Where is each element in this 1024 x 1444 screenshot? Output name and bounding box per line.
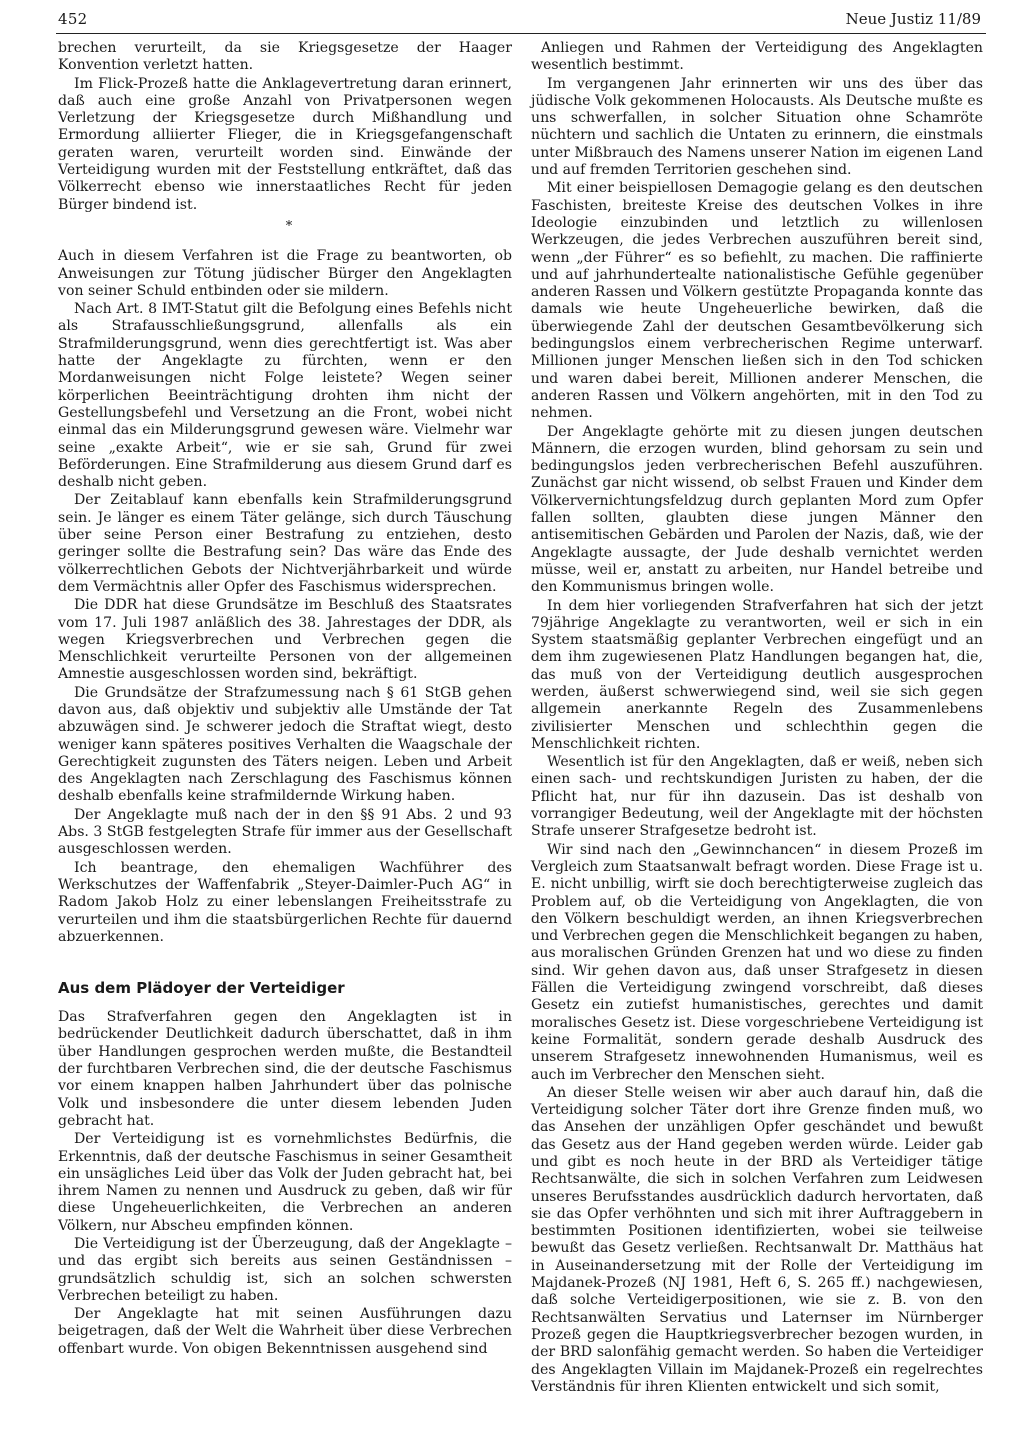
- paragraph: Mit einer beispiellosen Demagogie gelang es den deutschen Faschisten, breiteste Kreise des deutschen Volkes in ihre Ideologie einzubinden und letztlich zu willenlosen Werkzeugen, die jedes Verbrechen auszuführen bereit sind, wenn „der Führer“ es so befiehlt, zu machen. Die raffinierte und auf jahrhundertealte nationalistische Gefühle gegenüber anderen Rassen und Völkern gestützte Propaganda konnte das damals wie heute Ungeheuerliche bewirken, daß die überwiegende Zahl der deutschen Gesamtbevölkerung sich bedingungslos einem verbrecherischen Regime unterwarf. Millionen junger Menschen ließen sich in den Tod schicken und waren dabei bereit, Millionen anderer Menschen, die anderen Rassen und Völkern angehörten, mit in den Tod zu nehmen.: [531, 180, 983, 422]
- paragraph: Wesentlich ist für den Angeklagten, daß er weiß, neben sich einen sach- und rechtskundigen Juristen zu haben, der die Pflicht hat, nur für ihn dazusein. Das ist deshalb von vorrangiger Bedeutung, weil der Angeklagte mit der höchsten Strafe unserer Strafgesetze bedroht ist.: [531, 754, 983, 840]
- paragraph: An dieser Stelle weisen wir aber auch darauf hin, daß die Verteidigung solcher Täter dort ihre Grenze finden muß, wo das Ansehen der unzähligen Opfer geschändet und bewußt das Gesetz aus der Hand gegeben werden würde. Leider gab und gibt es noch heute in der BRD als Verteidiger tätige Rechtsanwälte, die sich in solchen Verfahren zum Leidwesen unseres Berufsstandes ausdrücklich dadurch hervortaten, daß sie das Opfer verhöhnten und sich mit ihrer Auftraggebern in bestimmten Positionen identifizierten, wobei sie teilweise bewußt das Gesetz verließen. Rechtsanwalt Dr. Matthäus hat in Auseinandersetzung mit der Rolle der Verteidigung im Majdanek-Prozeß (NJ 1981, Heft 6, S. 265 ff.) nachgewiesen, daß solche Verteidigerpositionen, wie sie z. B. von den Rechtsanwälten Servatius und Laternser im Nürnberger Prozeß gegen die Hauptkriegsverbrecher bezogen wurden, in der BRD salonfähig gemacht werden. So haben die Verteidiger des Angeklagten Villain im Majdanek-Prozeß ein regelrechtes Verständnis für ihren Klienten entwickelt und sich somit,: [531, 1084, 983, 1395]
- paragraph: Der Angeklagte muß nach der in den §§ 91 Abs. 2 und 93 Abs. 3 StGB festgelegten Strafe für immer aus der Gesellschaft ausgeschlossen werden.: [58, 806, 512, 858]
- paragraph: Auch in diesem Verfahren ist die Frage zu beantworten, ob Anweisungen zur Tötung jüdischer Bürger den Angeklagten von seiner Schuld entbinden oder sie mildern.: [58, 248, 512, 299]
- paragraph: Der Verteidigung ist es vornehmlichstes Bedürfnis, die Erkenntnis, daß der deutsche Faschismus in seiner Gesamtheit ein unsägliches Leid über das Volk der Juden gebracht hat, bei ihrem Namen zu nennen und Ausdruck zu geben, daß wir für diese Ungeheuerlichkeiten, die Verbrechen an anderen Völkern, nur Abscheu empfinden können.: [58, 1131, 512, 1234]
- paragraph: Das Strafverfahren gegen den Angeklagten ist in bedrückender Deutlichkeit dadurch überschattet, daß in ihm über Handlungen gesprochen werden mußte, die Bestandteil der furchtbaren Verbrechen sind, die der deutsche Faschismus vor einem knappen halben Jahrhundert über das polnische Volk und insbesondere die unter diesem lebenden Juden gebracht hat.: [58, 1009, 512, 1129]
- paragraph: Im Flick-Prozeß hatte die Anklagevertretung daran erinnert, daß auch eine große Anzahl von Privatpersonen wegen Verletzung der Kriegsgesetze durch Mißhandlung und Ermordung alliierter Flieger, die in Kriegsgefangenschaft geraten waren, verurteilt worden sind. Einwände der Verteidigung wurden mit der Feststellung entkräftet, daß das Völkerrecht ebenso wie innerstaatliches Recht für jeden Bürger bindend ist.: [58, 75, 512, 213]
- paragraph: Die Verteidigung ist der Überzeugung, daß der Angeklagte – und das ergibt sich bereits aus seinen Geständnissen – grundsätzlich schuldig ist, sich an solchen schwersten Verbrechen beteiligt zu haben.: [58, 1236, 512, 1304]
- journal-title: Neue Justiz 11/89: [845, 10, 981, 28]
- paragraph: Der Angeklagte gehörte mit zu diesen jungen deutschen Männern, die erzogen wurden, blind gehorsam zu sein und bedingungslos jeden verbrecherischen Befehl auszuführen. Zunächst gar nicht wissend, ob selbst Frauen und Kinder dem Völkervernichtungsfeldzug durch geplanten Mord zum Opfer fallen sollten, glaubten diese jungen Männer den antisemitischen Gebärden und Parolen der Nazis, daß, wie der Angeklagte aussagte, der Jude deshalb vernichtet werden müsse, weil er, anstatt zu arbeiten, nur Handel betreibe und den Kommunismus bringen wolle.: [531, 423, 983, 596]
- left-column: [58, 40, 512, 1359]
- page-number: 452: [58, 10, 88, 28]
- paragraph: brechen verurteilt, da sie Kriegsgesetze der Haager Konvention verletzt hatten.: [58, 40, 512, 74]
- paragraph: Der Angeklagte hat mit seinen Ausführungen dazu beigetragen, daß der Welt die Wahrheit über diese Verbrechen offenbart wurde. Von obigen Bekenntnissen ausgehend sind: [58, 1306, 512, 1357]
- paragraph: Anliegen und Rahmen der Verteidigung des Angeklagten wesentlich bestimmt.: [531, 40, 983, 74]
- section-separator: *: [285, 218, 293, 234]
- paragraph: Im vergangenen Jahr erinnerten wir uns des über das jüdische Volk gekommenen Holocausts. Als Deutsche mußte es uns schwerfallen, in solcher Situation ohne Schamröte nüchtern und sachlich die Untaten zu erinnern, die einstmals unter Mißbrauch des Namens unserer Nation im eigenen Land und auf fremden Territorien geschehen sind.: [531, 75, 983, 179]
- paragraph: Ich beantrage, den ehemaligen Wachführer des Werkschutzes der Waffenfabrik „Steyer-Daimler-Puch AG“ in Radom Jakob Holz zu einer lebenslangen Freiheitsstrafe zu verurteilen und ihm die staatsbürgerlichen Rechte für dauernd abzuerkennen.: [58, 859, 512, 945]
- paragraph: Die DDR hat diese Grundsätze im Beschluß des Staatsrates vom 17. Juli 1987 anläßlich des 38. Jahrestages der DDR, als wegen Kriegsverbrechen und Verbrechen gegen die Menschlichkeit verurteilte Personen von der allgemeinen Amnestie ausgeschlossen worden sind, bekräftigt.: [58, 597, 512, 683]
- paragraph: Die Grundsätze der Strafzumessung nach § 61 StGB gehen davon aus, daß objektiv und subjektiv alle Umstände der Tat abzuwägen sind. Je schwerer jedoch die Straftat wiegt, desto weniger kann späteres positives Verhalten die Waagschale der Gerechtigkeit zugunsten des Täters neigen. Leben und Arbeit des Angeklagten nach Zerschlagung des Faschismus können deshalb ebenfalls keine strafmildernde Wirkung haben.: [58, 684, 512, 805]
- header-rule: [56, 33, 986, 34]
- paragraph: Wir sind nach den „Gewinnchancen“ in diesem Prozeß im Vergleich zum Staatsanwalt befragt worden. Diese Frage ist u. E. nicht unbillig, wirft sie doch berechtigterweise zugleich das Problem auf, ob die Verteidigung von Angeklagten, die von den Völkern beschuldigt werden, an ihnen Kriegsverbrechen und Verbrechen gegen die Menschlichkeit begangen zu haben, aus moralischen Gründen Grenzen hat und wo diese zu finden sind. Wir gehen davon aus, daß unser Strafgesetz in diesen Fällen die Verteidigung zwingend vorschreibt, daß dieses Gesetz ein zutiefst humanistisches, gerechtes und damit moralisches Gesetz ist. Diese vorgeschriebene Verteidigung ist keine Formalität, sondern gerade deshalb Ausdruck des unserem Strafgesetz innewohnenden Humanismus, weil es auch im Verbrecher den Menschen sieht.: [531, 841, 983, 1083]
- section-heading: Aus dem Plädoyer der Verteidiger: [58, 979, 345, 998]
- paragraph: Der Zeitablauf kann ebenfalls kein Strafmilderungsgrund sein. Je länger es einem Täter gelänge, sich durch Täuschung über seine Person einer Bestrafung zu entziehen, desto geringer sollte die Bestrafung sein? Das wäre das Ende des völkerrechtlichen Gebots der Nichtverjährbarkeit und würde dem Vermächtnis aller Opfer des Faschismus widersprechen.: [58, 492, 512, 595]
- paragraph: Nach Art. 8 IMT-Statut gilt die Befolgung eines Befehls nicht als Strafausschließungsgrund, allenfalls als ein Strafmilderungsgrund, wenn dies gerechtfertigt ist. Was aber hatte der Angeklagte zu fürchten, wenn er den Mordanweisungen nicht Folge leistete? Wegen seiner körperlichen Beeinträchtigung drohten ihm nicht der Gestellungsbefehl und Versetzung an die Front, wobei nicht einmal das ein Milderungsgrund gewesen wäre. Vielmehr war seine „exakte Arbeit“, wie er sie sah, Grund für zwei Beförderungen. Eine Strafmilderung aus diesem Grund darf es deshalb nicht geben.: [58, 301, 512, 491]
- right-column: [531, 40, 983, 1397]
- paragraph: In dem hier vorliegenden Strafverfahren hat sich der jetzt 79jährige Angeklagte zu verantworten, weil er sich in ein System staatsmäßig geplanter Verbrechen eingefügt und an dem ihm zugewiesenen Platz Handlungen begangen hat, die, das muß von der Verteidigung deutlich ausgesprochen werden, äußerst schwerwiegend sind, weil sie sich gegen allgemein anerkannte Regeln des Zusammenlebens zivilisierter Menschen und schlechthin gegen die Menschlichkeit richten.: [531, 597, 983, 752]
